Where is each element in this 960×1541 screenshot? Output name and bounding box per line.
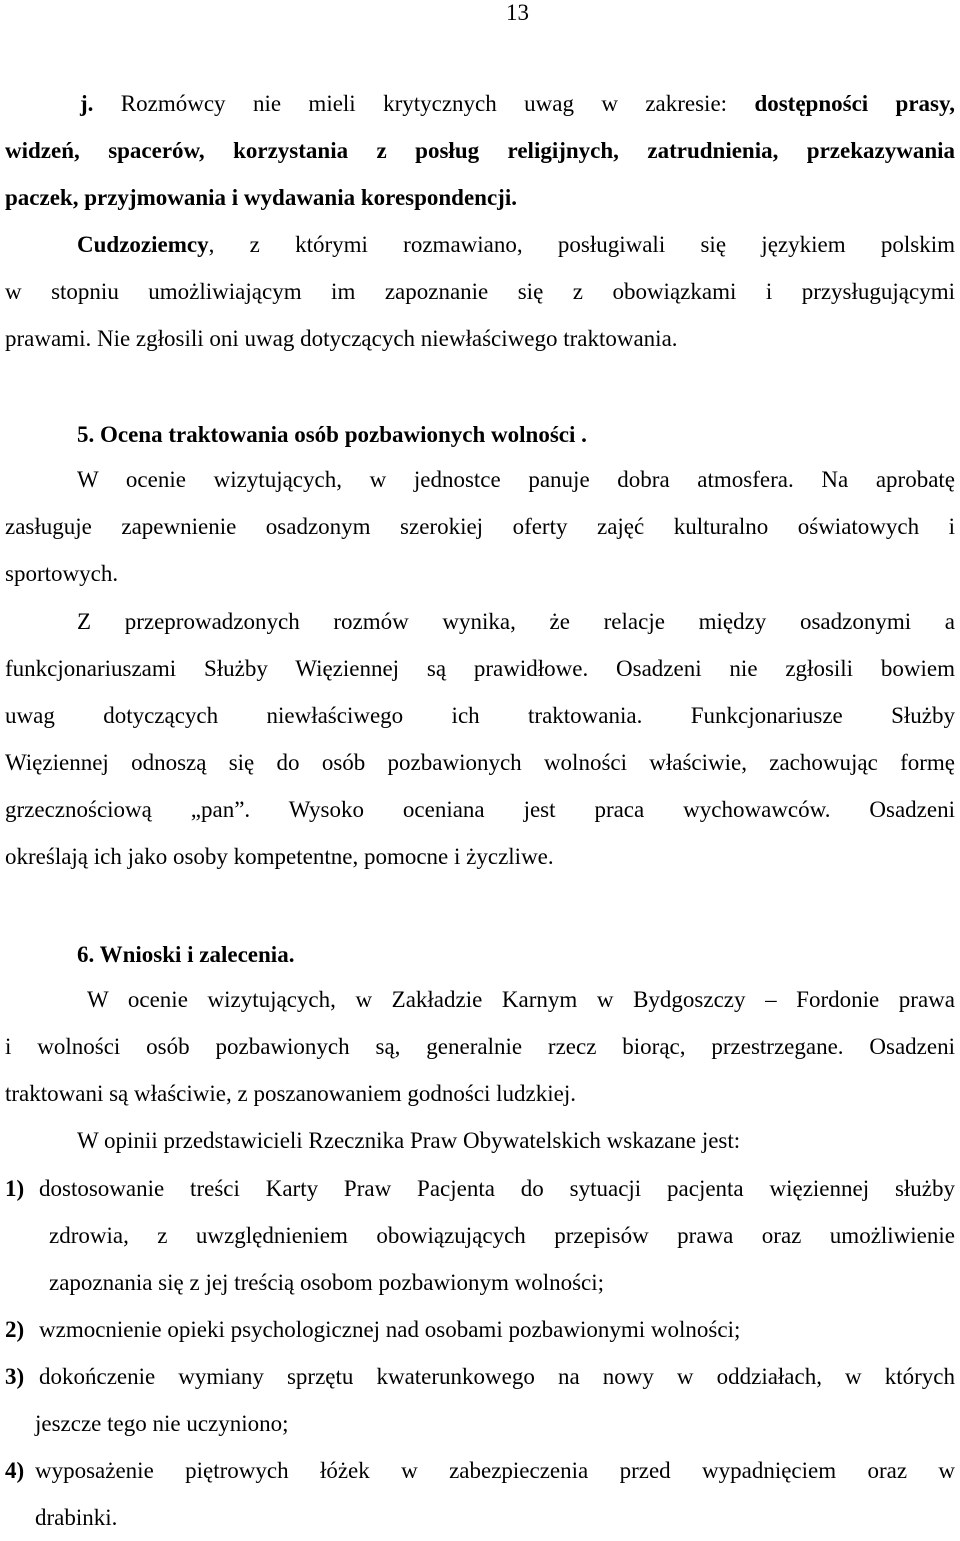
recommendation-item-2: 2) wzmocnienie opieki psychologicznej nad osobami pozbawionymi wolności; [5,1317,741,1342]
section-j-line-6: prawami. Nie zgłosili oni uwag dotyczących niewłaściwego traktowania. [5,326,678,351]
section-j-marker: j. [80,91,94,116]
section-5-p2-line-3: uwag dotyczących niewłaściwego ich traktowania. Funkcjonariusze Służby [5,703,955,728]
recommendation-item-1: 1) dostosowanie treści Karty Praw Pacjenta do sytuacji pacjenta więziennej służby zdrowia, z uwzględnieniem obowiązujących przepisów prawa oraz umożliwienie zapoznania się z jej treścią osobom pozbawionym wolności; [5,1176,955,1295]
section-6-heading: 6. Wnioski i zalecenia. [77,942,295,967]
section-5-p1-line-3: sportowych. [5,561,119,586]
section-5-p2-line-2: funkcjonariuszami Służby Więziennej są prawidłowe. Osadzeni nie zgłosili bowiem [5,656,955,681]
section-6-p1-line-3: traktowani są właściwie, z poszanowaniem godności ludzkiej. [5,1081,577,1106]
recommendation-item-4: 4) wyposażenie piętrowych łóżek w zabezpieczenia przed wypadnięciem oraz w drabinki. [5,1458,955,1530]
section-j-line-1: j. Rozmówcy nie mieli krytycznych uwag w zakresie: dostępności prasy, [80,91,955,116]
section-6-p1-line-1: W ocenie wizytujących, w Zakładzie Karnym w Bydgoszczy – Fordonie prawa [87,987,955,1012]
section-j-line-4: Cudzoziemcy, z którymi rozmawiano, posługiwali się językiem polskim [77,232,955,257]
section-6-p2: W opinii przedstawicieli Rzecznika Praw Obywatelskich wskazane jest: [77,1128,741,1153]
section-5-p2-line-6: określają ich jako osoby kompetentne, pomocne i życzliwe. [5,844,554,869]
section-j-line-2: widzeń, spacerów, korzystania z posług religijnych, zatrudnienia, przekazywania [5,138,955,163]
section-5-p2-line-4: Więziennej odnoszą się do osób pozbawionych wolności właściwie, zachowując formę [5,750,955,775]
section-5-heading: 5. Ocena traktowania osób pozbawionych wolności . [77,422,587,447]
section-5-p1-line-1: W ocenie wizytujących, w jednostce panuje dobra atmosfera. Na aprobatę [77,467,955,492]
recommendation-item-3: 3) dokończenie wymiany sprzętu kwaterunkowego na nowy w oddziałach, w których jeszcze tego nie uczyniono; [5,1364,955,1436]
section-5-p2-line-5: grzecznościową „pan”. Wysoko oceniana jest praca wychowawców. Osadzeni [5,797,955,822]
section-5-p1-line-2: zasługuje zapewnienie osadzonym szerokiej oferty zajęć kulturalno oświatowych i [5,514,955,539]
section-5-p2-line-1: Z przeprowadzonych rozmów wynika, że relacje między osadzonymi a [77,609,955,634]
page-number: 13 [506,0,529,25]
section-j-line-3: paczek, przyjmowania i wydawania korespondencji. [5,185,517,210]
section-6-p1-line-2: i wolności osób pozbawionych są, generalnie rzecz biorąc, przestrzegane. Osadzeni [5,1034,955,1059]
section-j-line-5: w stopniu umożliwiającym im zapoznanie się z obowiązkami i przysługującymi [5,279,955,304]
